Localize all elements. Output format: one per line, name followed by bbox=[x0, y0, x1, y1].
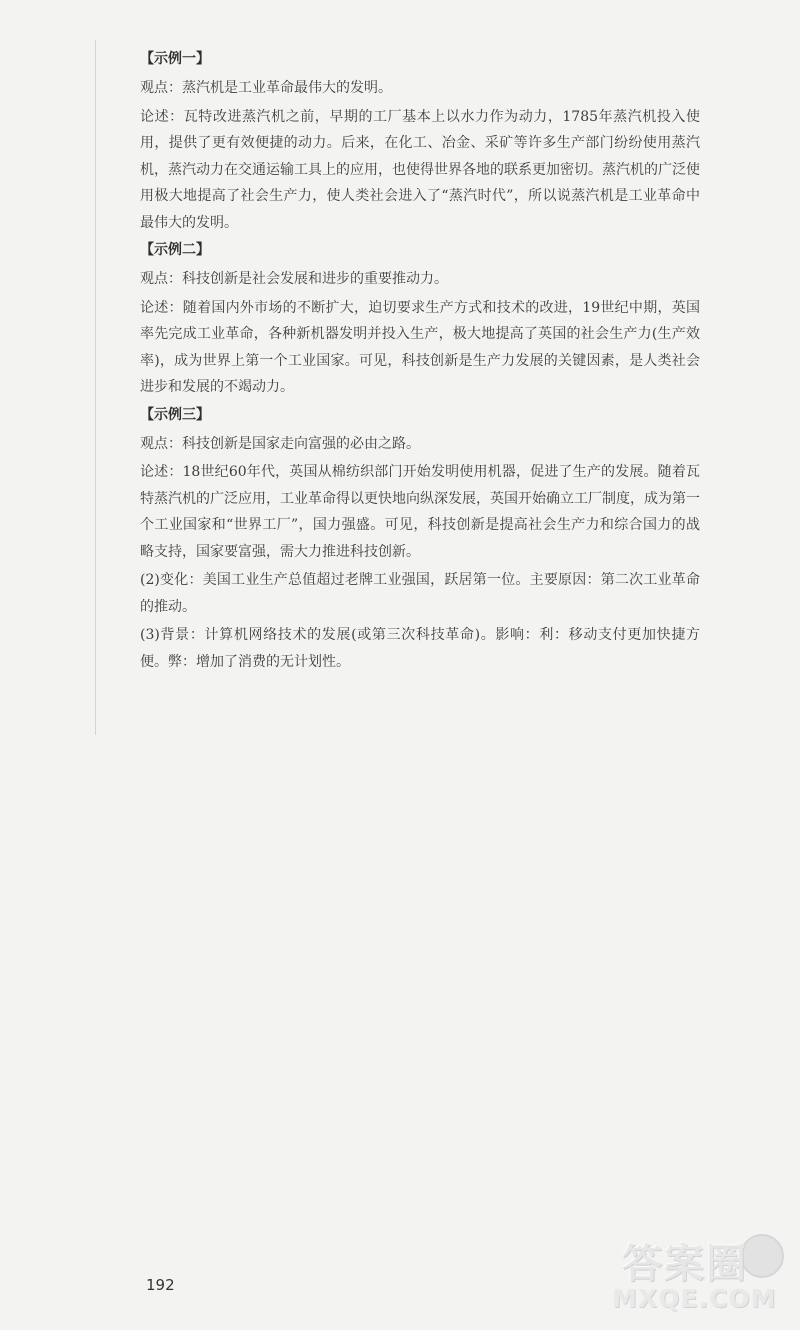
page-number: 192 bbox=[146, 1276, 175, 1294]
watermark-logo bbox=[612, 1232, 788, 1322]
answer-3: (3)背景：计算机网络技术的发展(或第三次科技革命)。影响：利：移动支付更加快捷方便。弊：增加了消费的无计划性。 bbox=[140, 627, 700, 670]
example-heading: 【示例二】 bbox=[140, 242, 210, 258]
argument-text: 论述：18世纪60年代，英国从棉纺织部门开始发明使用机器，促进了生产的发展。随着瓦特蒸汽机的广泛应用，工业革命得以更快地向纵深发展，英国开始确立工厂制度，成为第一个工业国家和“世界工厂”，国力强盛。可见，科技创新是提高社会生产力和综合国力的战略支持，国家要富强，需大力推进科技创新。 bbox=[140, 464, 700, 560]
argument-text: 论述：随着国内外市场的不断扩大，迫切要求生产方式和技术的改进，19世纪中期，英国率先完成工业革命，各种新机器发明并投入生产，极大地提高了英国的社会生产力(生产效率)，成为世界上第一个工业国家。可见，科技创新是生产力发展的关键因素，是人类社会进步和发展的不竭动力。 bbox=[140, 299, 700, 395]
argument-text: 论述：瓦特改进蒸汽机之前，早期的工厂基本上以水力作为动力，1785年蒸汽机投入使用，提供了更有效便捷的动力。后来，在化工、冶金、采矿等许多生产部门纷纷使用蒸汽机，蒸汽动力在交通运输工具上的应用，也使得世界各地的联系更加密切。蒸汽机的广泛使用极大地提高了社会生产力，使人类社会进入了“蒸汽时代”，所以说蒸汽机是工业革命中最伟大的发明。 bbox=[140, 108, 700, 231]
page-content bbox=[140, 47, 700, 677]
example-heading: 【示例三】 bbox=[140, 406, 210, 423]
example-heading: 【示例一】 bbox=[140, 51, 210, 67]
margin-rule bbox=[95, 40, 96, 735]
answer-2: (2)变化：美国工业生产总值超过老牌工业强国，跃居第一位。主要原因：第二次工业革命的推动。 bbox=[140, 572, 700, 615]
example-3 bbox=[140, 403, 700, 566]
viewpoint-text: 观点：蒸汽机是工业革命最伟大的发明。 bbox=[140, 80, 392, 96]
example-1 bbox=[140, 47, 700, 236]
watermark-title: 答案圈 bbox=[622, 1241, 748, 1287]
watermark-url: MXQE.COM bbox=[612, 1284, 777, 1313]
viewpoint-text: 观点：科技创新是社会发展和进步的重要推动力。 bbox=[140, 271, 448, 287]
viewpoint-text: 观点：科技创新是国家走向富强的必由之路。 bbox=[140, 435, 420, 452]
example-2 bbox=[140, 238, 700, 401]
